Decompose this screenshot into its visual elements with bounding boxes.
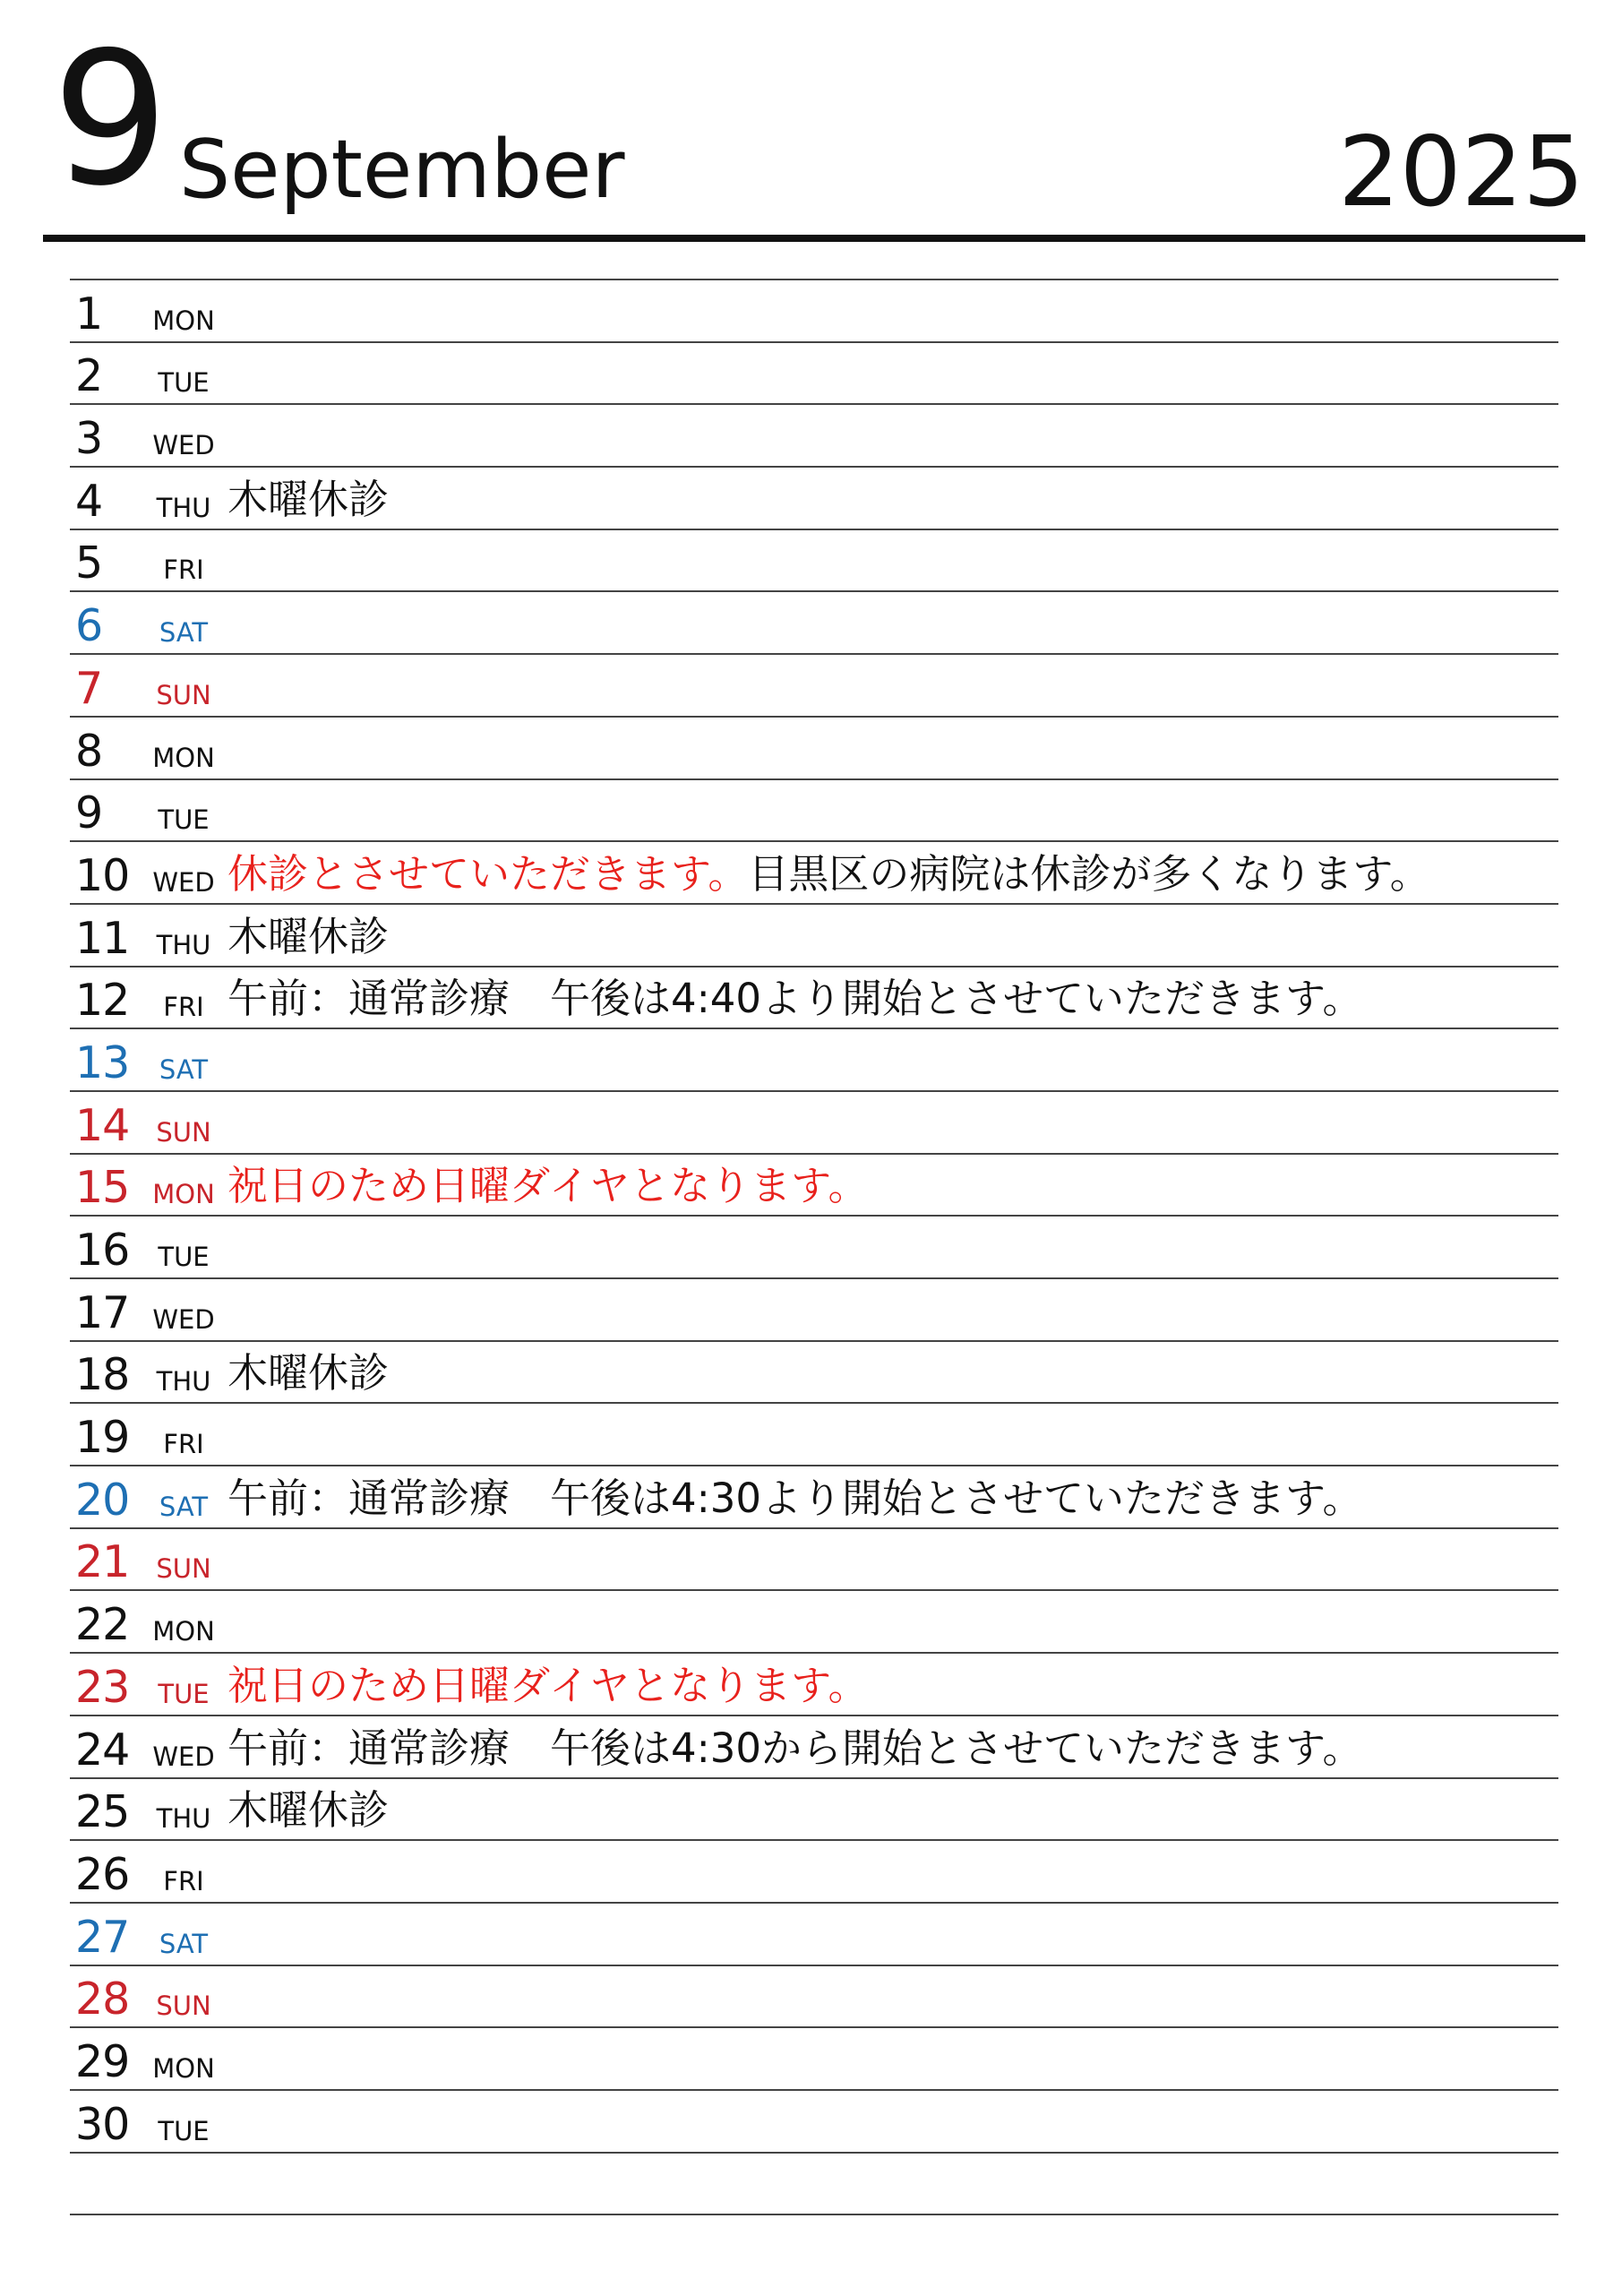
day-note xyxy=(227,1724,1362,1774)
day-note xyxy=(227,912,389,962)
day-number: 24 xyxy=(75,1724,130,1776)
day-of-week: MON xyxy=(152,742,215,773)
note-segment: 木曜休診 xyxy=(227,1349,390,1397)
day-number: 4 xyxy=(75,475,103,527)
day-of-week: WED xyxy=(152,430,215,461)
day-note xyxy=(227,1348,389,1398)
day-number: 6 xyxy=(75,600,103,652)
day-row xyxy=(70,468,1558,530)
day-number: 30 xyxy=(75,2098,130,2150)
day-row xyxy=(70,1342,1558,1405)
day-number: 7 xyxy=(75,662,103,714)
day-row xyxy=(70,1155,1558,1217)
day-note xyxy=(227,1161,869,1211)
day-of-week: WED xyxy=(152,866,215,898)
day-number: 26 xyxy=(75,1848,130,1900)
day-row xyxy=(70,1217,1558,1279)
day-of-week: MON xyxy=(152,1616,215,1647)
day-row xyxy=(70,2091,1558,2154)
day-row xyxy=(70,1716,1558,1779)
day-of-week: SUN xyxy=(156,1991,211,2022)
day-row xyxy=(70,1779,1558,1842)
day-number: 19 xyxy=(75,1412,130,1464)
header-divider xyxy=(43,235,1585,242)
day-number: 5 xyxy=(75,537,103,589)
day-row xyxy=(70,2154,1558,2216)
note-segment: 休診とさせていただきます。 xyxy=(227,849,749,898)
day-row xyxy=(70,280,1558,343)
day-of-week: FRI xyxy=(163,1429,204,1460)
day-number: 20 xyxy=(75,1474,130,1526)
day-row xyxy=(70,530,1558,593)
day-row xyxy=(70,1029,1558,1092)
day-of-week: SAT xyxy=(159,617,209,649)
calendar-rows xyxy=(70,279,1558,2215)
day-of-week: TUE xyxy=(158,1242,210,1272)
day-number: 18 xyxy=(75,1349,130,1401)
day-number: 22 xyxy=(75,1599,130,1651)
day-note xyxy=(227,1661,869,1711)
day-row xyxy=(70,1404,1558,1466)
day-row xyxy=(70,1279,1558,1342)
day-of-week: MON xyxy=(152,305,215,336)
day-row xyxy=(70,1466,1558,1529)
note-segment: 目黒区の病院は休診が多くなります。 xyxy=(748,849,1430,898)
day-row xyxy=(70,655,1558,718)
day-number: 17 xyxy=(75,1286,130,1338)
day-note xyxy=(227,1474,1362,1524)
note-segment: 木曜休診 xyxy=(227,475,390,523)
day-number: 23 xyxy=(75,1661,130,1713)
day-number: 1 xyxy=(75,288,103,340)
day-row xyxy=(70,592,1558,655)
day-number: 10 xyxy=(75,849,130,901)
day-number: 25 xyxy=(75,1786,130,1838)
year: 2025 xyxy=(1338,116,1584,228)
day-row xyxy=(70,905,1558,967)
note-segment: 午前：通常診療 午後は4:40より開始とさせていただきます。 xyxy=(227,975,1363,1023)
day-of-week: WED xyxy=(152,1303,215,1335)
day-row xyxy=(70,718,1558,780)
note-segment: 木曜休診 xyxy=(227,1786,390,1835)
note-segment: 祝日のため日曜ダイヤとなります。 xyxy=(227,1661,869,1709)
day-note xyxy=(227,849,1430,899)
day-row xyxy=(70,842,1558,905)
day-number: 29 xyxy=(75,2035,130,2087)
day-of-week: THU xyxy=(156,1803,211,1835)
day-of-week: FRI xyxy=(163,992,204,1023)
day-number: 21 xyxy=(75,1536,130,1588)
day-of-week: SAT xyxy=(159,1491,209,1522)
day-of-week: SAT xyxy=(159,1053,209,1085)
day-note xyxy=(227,1785,389,1836)
day-of-week: MON xyxy=(152,2052,215,2084)
day-number: 28 xyxy=(75,1974,130,2025)
day-row xyxy=(70,343,1558,406)
day-of-week: WED xyxy=(152,1741,215,1772)
day-of-week: TUE xyxy=(158,804,210,836)
day-row xyxy=(70,1529,1558,1592)
day-number: 13 xyxy=(75,1036,130,1088)
note-segment: 祝日のため日曜ダイヤとなります。 xyxy=(227,1162,869,1210)
day-of-week: SUN xyxy=(156,1553,211,1585)
day-of-week: TUE xyxy=(158,367,210,399)
day-of-week: TUE xyxy=(158,2115,210,2146)
day-row xyxy=(70,780,1558,843)
day-number: 14 xyxy=(75,1099,130,1151)
day-row xyxy=(70,1841,1558,1904)
day-number: 9 xyxy=(75,787,103,839)
day-row xyxy=(70,1092,1558,1155)
day-row xyxy=(70,1654,1558,1716)
day-of-week: THU xyxy=(156,929,211,960)
day-row xyxy=(70,1904,1558,1966)
day-number: 15 xyxy=(75,1162,130,1214)
day-row xyxy=(70,405,1558,468)
day-of-week: THU xyxy=(156,492,211,523)
day-of-week: FRI xyxy=(163,1865,204,1896)
day-row xyxy=(70,1966,1558,2029)
day-row xyxy=(70,1591,1558,1654)
day-of-week: SUN xyxy=(156,679,211,710)
day-number: 2 xyxy=(75,350,103,402)
day-of-week: FRI xyxy=(163,555,204,586)
day-of-week: MON xyxy=(152,1179,215,1210)
month-name: September xyxy=(179,123,625,217)
day-number: 11 xyxy=(75,912,130,964)
day-of-week: TUE xyxy=(158,1678,210,1709)
day-number: 3 xyxy=(75,413,103,465)
note-segment: 木曜休診 xyxy=(227,912,390,960)
day-of-week: SUN xyxy=(156,1116,211,1148)
day-number: 8 xyxy=(75,725,103,777)
day-number: 16 xyxy=(75,1225,130,1276)
day-row xyxy=(70,2028,1558,2091)
note-segment: 午前：通常診療 午後は4:30より開始とさせていただきます。 xyxy=(227,1474,1363,1522)
day-of-week: THU xyxy=(156,1366,211,1397)
day-number: 12 xyxy=(75,975,130,1027)
note-segment: 午前：通常診療 午後は4:30から開始とさせていただきます。 xyxy=(227,1724,1363,1772)
day-note xyxy=(227,475,389,525)
day-of-week: SAT xyxy=(159,1928,209,1959)
day-row xyxy=(70,967,1558,1030)
day-number: 27 xyxy=(75,1911,130,1963)
day-note xyxy=(227,974,1362,1024)
month-number: 9 xyxy=(52,13,169,227)
